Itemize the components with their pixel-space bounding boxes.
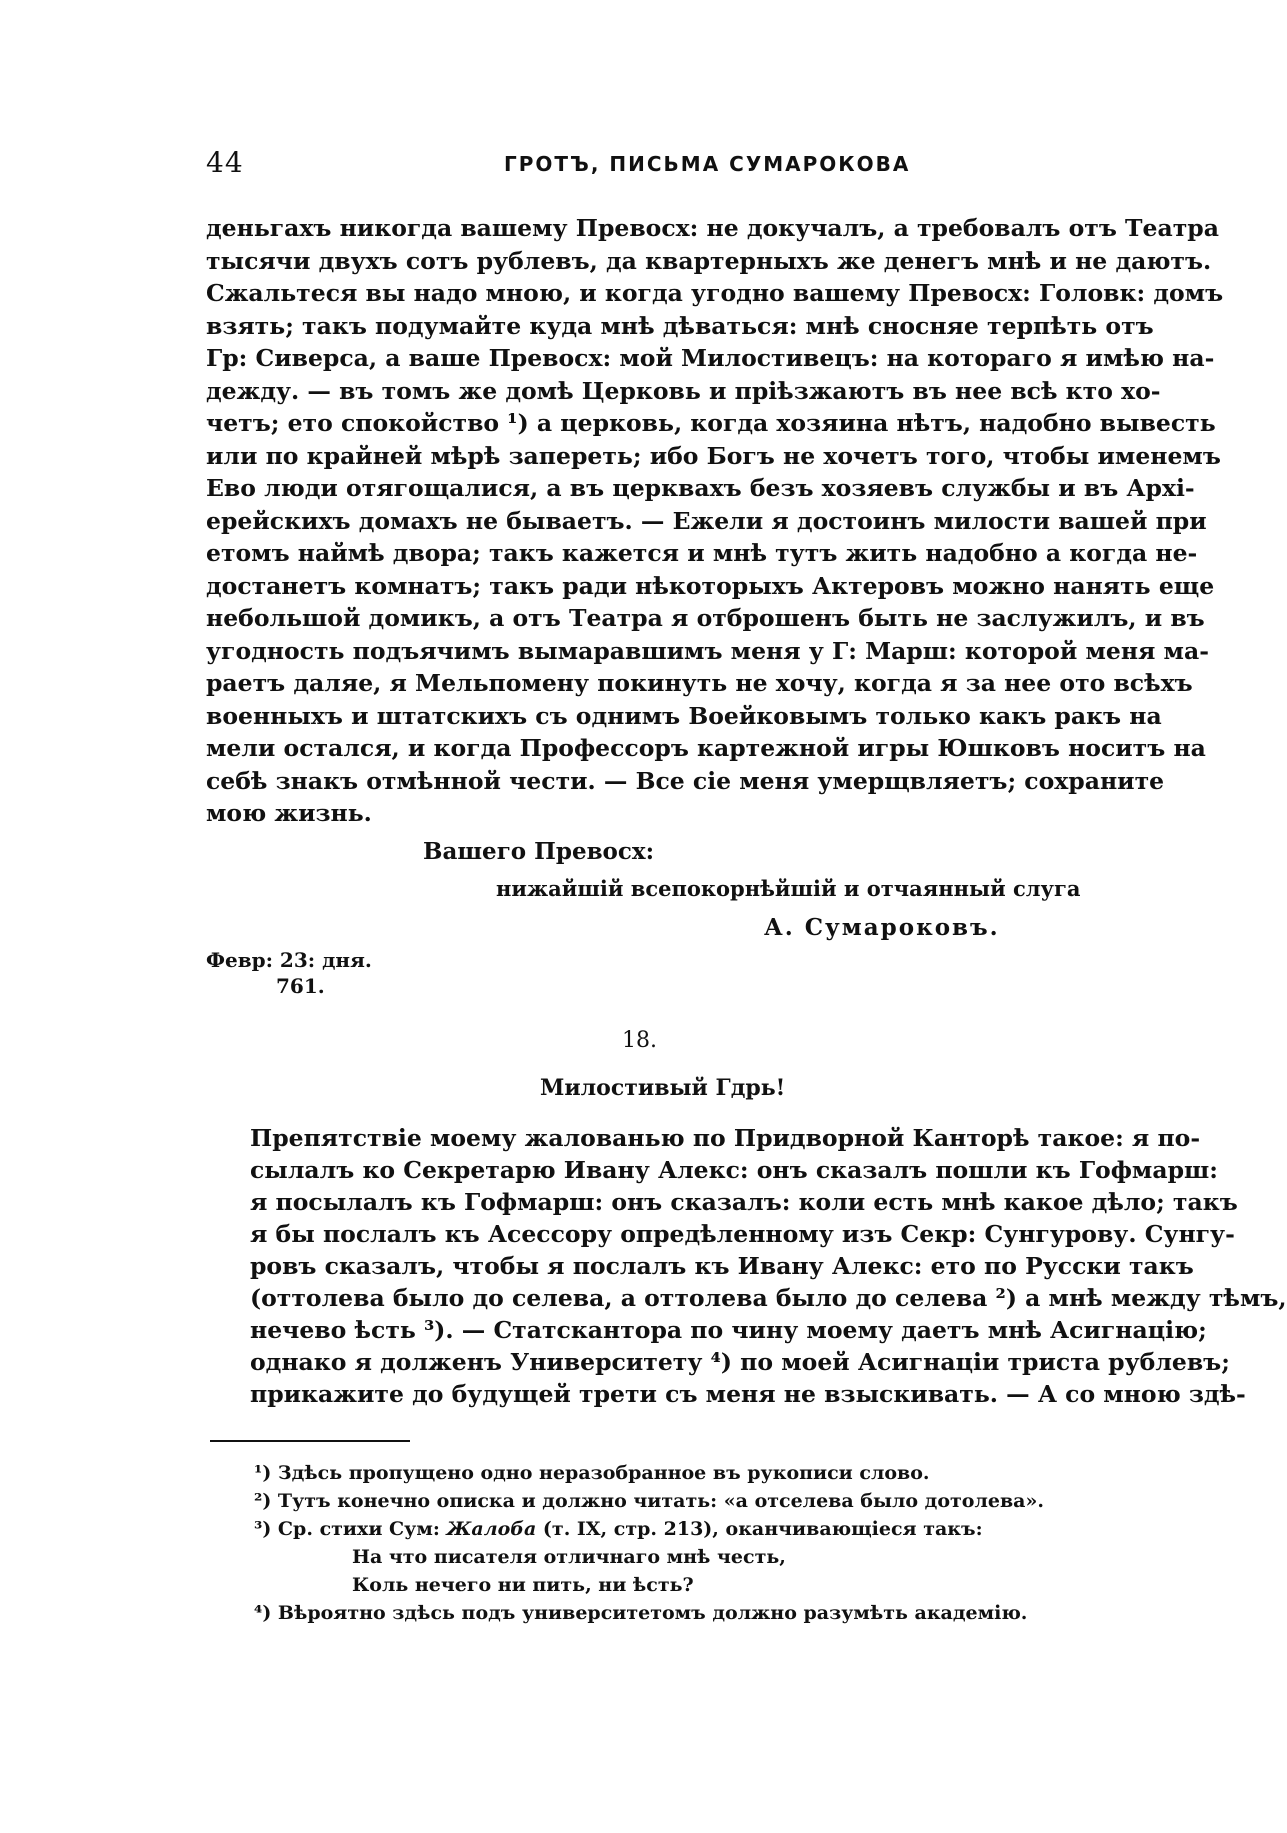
text-line: или по крайней мѣрѣ запереть; ибо Богъ не хочетъ того, чтобы именемъ bbox=[206, 441, 1221, 470]
salutation: Милостивый Гдрь! bbox=[540, 1075, 786, 1101]
text-line: дежду. — въ томъ же домѣ Церковь и прiѣзжаютъ въ нее всѣ кто хо- bbox=[206, 376, 1161, 405]
footnote-4: ⁴) Вѣроятно здѣсь подъ университетомъ должно разумѣть академiю. bbox=[254, 1602, 1028, 1624]
text-line: Ево люди отягощалися, а въ церквахъ безъ хозяевъ службы и въ Архi- bbox=[206, 474, 1195, 502]
verse-line-1: На что писателя отличнаго мнѣ честь, bbox=[352, 1546, 786, 1568]
text-line: тысячи двухъ сотъ рублевъ, да квартерныхъ же денегъ мнѣ и не даютъ. bbox=[206, 246, 1212, 275]
text-line: (оттолева было до селева, а оттолева было до селева ²) а мнѣ между тѣмъ, bbox=[250, 1284, 1287, 1312]
footnote-divider bbox=[210, 1440, 410, 1442]
text-line: мою жизнь. bbox=[206, 799, 372, 827]
footnote-2: ²) Тутъ конечно описка и должно читать: «а отселева было дотолева». bbox=[254, 1490, 1044, 1512]
text-line: Препятствiе моему жалованью по Придворной Канторѣ такое: я по- bbox=[250, 1124, 1201, 1152]
closing-formula: нижайшiй всепокорнѣйшiй и отчаянный слуга bbox=[496, 876, 1081, 901]
closing-greeting: Вашего Превосх: bbox=[423, 838, 655, 865]
text-line: прикажите до будущей трети съ меня не взыскивать. — А со мною здѣ- bbox=[250, 1380, 1246, 1408]
text-line: Сжальтеся вы надо мною, и когда угодно вашему Превосх: Головк: домъ bbox=[206, 279, 1224, 307]
footnote-1: ¹) Здѣсь пропущено одно неразобранное въ рукописи слово. bbox=[254, 1462, 930, 1484]
text-line: взять; такъ подумайте куда мнѣ дѣваться: мнѣ сносняе терпѣть отъ bbox=[206, 311, 1154, 340]
page-number: 44 bbox=[206, 146, 244, 179]
text-line: однако я долженъ Университету ⁴) по моей Асигнацiи триста рублевъ; bbox=[250, 1348, 1230, 1376]
text-line: етомъ наймѣ двора; такъ кажется и мнѣ тутъ жить надобно а когда не- bbox=[206, 539, 1198, 567]
letter-date-year: 761. bbox=[276, 974, 325, 998]
text-line: ерейскихъ домахъ не бываетъ. — Ежели я достоинъ милости вашей при bbox=[206, 506, 1207, 535]
text-line: я бы послалъ къ Асессору опредѣленному изъ Секр: Сунгурову. Сунгу- bbox=[250, 1220, 1235, 1248]
letter-date-day: Февр: 23: дня. bbox=[206, 948, 372, 972]
text-line: небольшой домикъ, а отъ Театра я отброшенъ быть не заслужилъ, и въ bbox=[206, 604, 1205, 632]
text-line: деньгахъ никогда вашему Превосх: не докучалъ, а требовалъ отъ Театра bbox=[206, 214, 1219, 242]
footnotes bbox=[254, 1459, 1054, 1627]
letter-number: 18. bbox=[622, 1028, 657, 1053]
text-line: нечево ѣсть ³). — Статскантора по чину моему даетъ мнѣ Асигнацiю; bbox=[250, 1316, 1207, 1344]
footnote-3 bbox=[254, 1515, 1054, 1543]
text-line: Гр: Сиверса, а ваше Превосх: мой Милостивецъ: на котораго я имѣю на- bbox=[206, 344, 1215, 372]
text-line: четъ; ето спокойство ¹) а церковь, когда хозяина нѣтъ, надобно вывесть bbox=[206, 409, 1216, 437]
verse-line-2: Коль нечего ни пить, ни ѣсть? bbox=[352, 1574, 694, 1596]
text-line: достанетъ комнатъ; такъ ради нѣкоторыхъ Актеровъ можно нанять еще bbox=[206, 571, 1215, 600]
letter-18-text bbox=[250, 1122, 1287, 1410]
text-line: себѣ знакъ отмѣнной чести. — Все сiе меня умерщвляетъ; сохраните bbox=[206, 766, 1165, 795]
header-title: ГРОТЪ, ПИСЬМА СУМАРОКОВА bbox=[504, 152, 911, 176]
text-line: мели остался, и когда Профессоръ картежной игры Юшковъ носитъ на bbox=[206, 734, 1206, 762]
footnote-3-prefix: ³) Ср. стихи Сум: bbox=[254, 1518, 447, 1540]
footnote-3-work-title: Жалоба bbox=[446, 1518, 537, 1540]
text-line: военныхъ и штатскихъ съ однимъ Воейковымъ только какъ ракъ на bbox=[206, 701, 1162, 730]
text-line: угодность подъячимъ вымаравшимъ меня у Г: Марш: которой меня ма- bbox=[206, 636, 1209, 665]
text-line: ровъ сказалъ, чтобы я послалъ къ Ивану Алекс: ето по Русски такъ bbox=[250, 1252, 1194, 1280]
text-line: сылалъ ко Секретарю Ивану Алекс: онъ сказалъ пошли къ Гофмарш: bbox=[250, 1156, 1218, 1184]
footnote-3-suffix: (т. IX, стр. 213), оканчивающiеся такъ: bbox=[536, 1518, 983, 1540]
running-head bbox=[206, 146, 1046, 186]
signature: А. Сумароковъ. bbox=[764, 914, 1000, 941]
letter-17-text bbox=[206, 212, 1224, 830]
text-line: раетъ даляе, я Мельпомену покинуть не хочу, когда я за нее ото всѣхъ bbox=[206, 669, 1193, 697]
text-line: я посылалъ къ Гофмарш: онъ сказалъ: коли есть мнѣ какое дѣло; такъ bbox=[250, 1188, 1238, 1216]
